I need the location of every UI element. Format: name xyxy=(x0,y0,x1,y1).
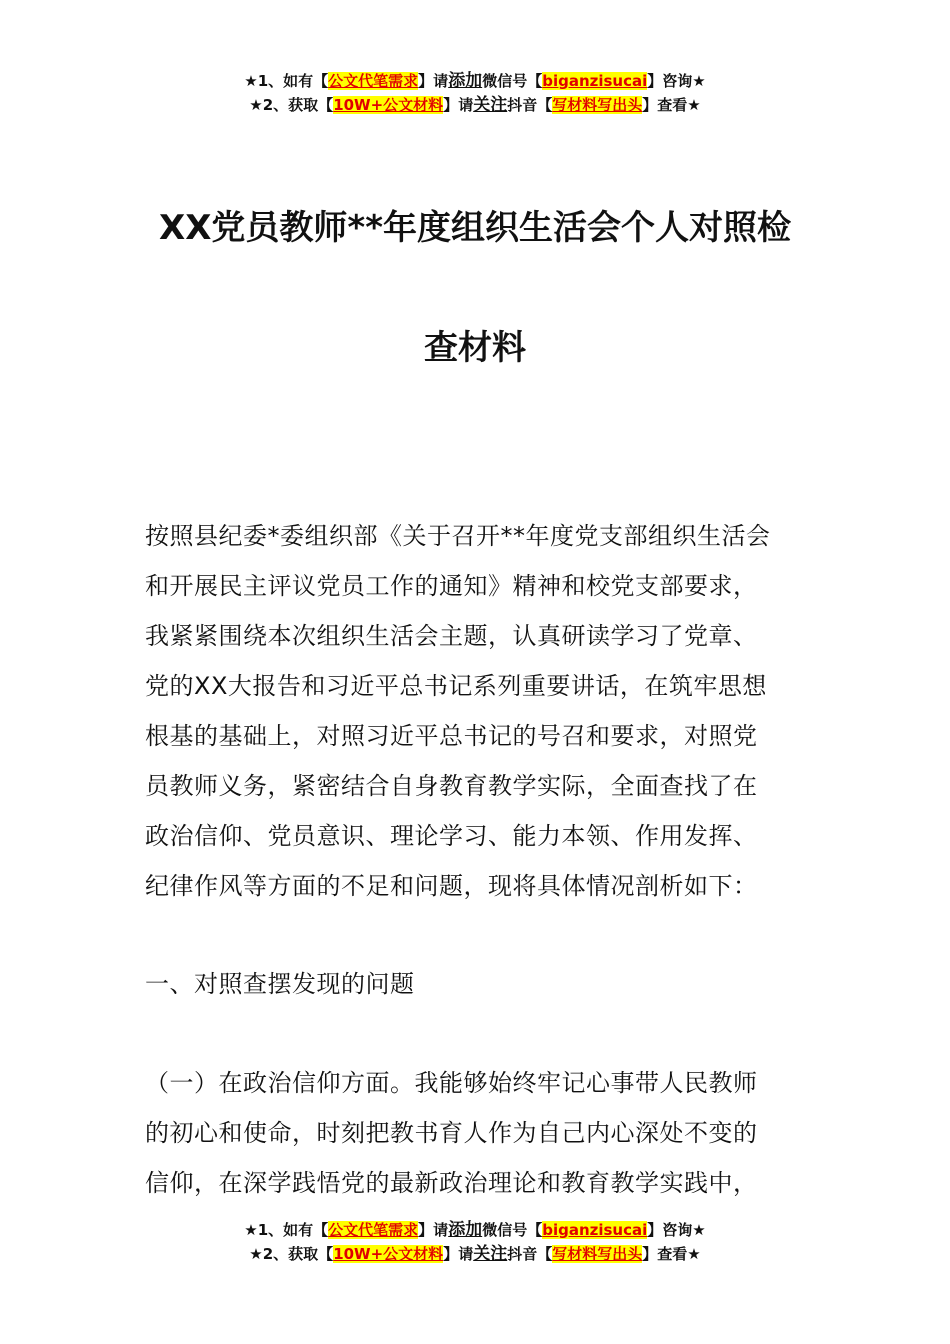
section-heading: 一、对照查摆发现的问题 xyxy=(145,970,415,998)
banner-line-1: ★1、如有【公文代笔需求】请添加微信号【biganzisucai】咨询★ xyxy=(244,71,706,91)
body-line: 信仰，在深学践悟党的最新政治理论和教育教学实践中， xyxy=(145,1169,758,1197)
body-line: （一）在政治信仰方面。我能够始终牢记心事带人民教师 xyxy=(145,1069,758,1097)
banner-line-2: ★2、获取【10W+公文材料】请关注抖音【写材料写出头】查看★ xyxy=(249,1244,701,1264)
banner-line-1: ★1、如有【公文代笔需求】请添加微信号【biganzisucai】咨询★ xyxy=(244,1220,706,1240)
document-title-line-1: XX党员教师**年度组织生活会个人对照检 xyxy=(159,208,791,248)
body-line: 按照县纪委*委组织部《关于召开**年度党支部组织生活会 xyxy=(145,522,771,550)
header-banner xyxy=(0,69,950,117)
body-line: 的初心和使命，时刻把教书育人作为自己内心深处不变的 xyxy=(145,1119,758,1147)
banner-line-2: ★2、获取【10W+公文材料】请关注抖音【写材料写出头】查看★ xyxy=(249,95,701,115)
document-title-line-2: 查材料 xyxy=(424,328,526,368)
body-line: 根基的基础上，对照习近平总书记的号召和要求，对照党 xyxy=(145,722,758,750)
body-line: 政治信仰、党员意识、理论学习、能力本领、作用发挥、 xyxy=(145,822,758,850)
body-line: 我紧紧围绕本次组织生活会主题，认真研读学习了党章、 xyxy=(145,622,758,650)
body-line: 纪律作风等方面的不足和问题，现将具体情况剖析如下： xyxy=(145,872,758,900)
body-line: 员教师义务，紧密结合自身教育教学实际，全面查找了在 xyxy=(145,772,758,800)
body-line: 党的XX大报告和习近平总书记系列重要讲话，在筑牢思想 xyxy=(145,672,767,700)
footer-banner xyxy=(0,1218,950,1266)
body-line: 和开展民主评议党员工作的通知》精神和校党支部要求， xyxy=(145,572,758,600)
